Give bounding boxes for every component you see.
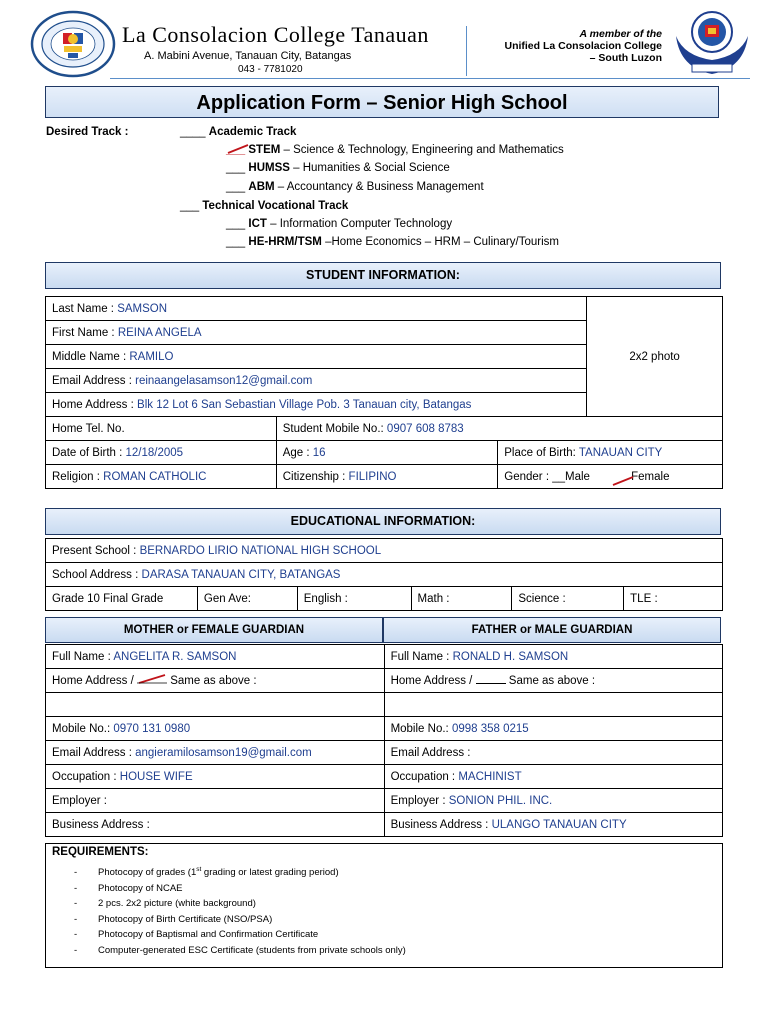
math-label: Math :: [417, 592, 450, 605]
grade10-label: Grade 10 Final Grade: [52, 592, 164, 605]
guardian-table: [45, 644, 723, 837]
father-full-name-field[interactable]: [384, 645, 722, 669]
requirements-title: REQUIREMENTS:: [52, 846, 149, 858]
stem-code: STEM: [248, 144, 281, 156]
religion-label: Religion :: [52, 470, 100, 483]
first-name-label: First Name :: [52, 326, 115, 339]
religion-field[interactable]: [46, 465, 277, 489]
school-phone: 043 - 7781020: [238, 64, 303, 75]
hehrm-code: HE-HRM/TSM: [248, 236, 322, 248]
ict-desc: – Information Computer Technology: [270, 218, 453, 230]
mother-home-address-field[interactable]: [46, 669, 385, 693]
requirement-item-1-text: Photocopy of grades (1: [98, 867, 197, 879]
father-home-address-label: Home Address /: [390, 674, 473, 687]
mother-business-address-field[interactable]: [46, 813, 385, 837]
member-line-1: A member of the: [579, 28, 662, 40]
gender-field[interactable]: [498, 465, 723, 489]
photo-label: 2x2 photo: [629, 350, 680, 363]
email-field[interactable]: [46, 369, 587, 393]
tvl-track-option[interactable]: ___ Technical Vocational Track: [180, 200, 349, 212]
requirement-item-1-sup: st: [196, 866, 202, 873]
member-line-3: – South Luzon: [589, 52, 662, 64]
first-name-field[interactable]: [46, 321, 587, 345]
father-full-name-value: RONALD H. SAMSON: [452, 650, 569, 663]
mother-mobile-field[interactable]: [46, 717, 385, 741]
mother-mobile-value: 0970 131 0980: [113, 722, 191, 735]
father-occupation-value: MACHINIST: [458, 770, 522, 783]
stem-check-mark: ___: [226, 144, 249, 156]
student-info-table: [45, 296, 723, 489]
father-occupation-field[interactable]: [384, 765, 722, 789]
gender-male-option[interactable]: __Male: [552, 470, 590, 483]
last-name-label: Last Name :: [52, 302, 114, 315]
mother-full-name-field[interactable]: [46, 645, 385, 669]
academic-track-option[interactable]: ____ Academic Track: [180, 126, 297, 138]
citizenship-value: FILIPINO: [348, 470, 397, 483]
present-school-value: BERNARDO LIRIO NATIONAL HIGH SCHOOL: [139, 544, 382, 557]
age-value: 16: [312, 446, 326, 459]
mobile-label: Student Mobile No.:: [282, 422, 384, 435]
father-employer-label: Employer :: [390, 794, 446, 807]
last-name-value: SAMSON: [117, 302, 168, 315]
mother-employer-field[interactable]: [46, 789, 385, 813]
dob-field[interactable]: [46, 441, 277, 465]
student-info-header: STUDENT INFORMATION:: [45, 262, 721, 289]
mother-same-as-above-label: Same as above :: [170, 674, 257, 687]
mobile-field[interactable]: [276, 417, 722, 441]
abm-desc: – Accountancy & Business Management: [277, 181, 484, 193]
first-name-value: REINA ANGELA: [117, 326, 202, 339]
mother-home-address-label: Home Address /: [52, 674, 134, 687]
father-mobile-label: Mobile No.:: [390, 722, 449, 735]
last-name-field[interactable]: [46, 297, 587, 321]
father-same-as-above-label: Same as above :: [508, 674, 596, 687]
requirement-item: - Photocopy of Birth Certificate (NSO/PSA): [74, 912, 406, 928]
pob-field[interactable]: [498, 441, 723, 465]
check-stroke-icon: [226, 142, 250, 154]
present-school-label: Present School :: [52, 544, 137, 557]
father-business-address-field[interactable]: [384, 813, 722, 837]
mother-address-line[interactable]: [46, 693, 385, 717]
mother-occupation-field[interactable]: [46, 765, 385, 789]
mother-occupation-value: HOUSE WIFE: [119, 770, 193, 783]
ict-code: ICT: [248, 218, 267, 230]
middle-name-label: Middle Name :: [52, 350, 127, 363]
gender-female-option: Female: [631, 470, 670, 483]
education-info-table: [45, 538, 723, 611]
requirement-item: - Photocopy of NCAE: [74, 881, 406, 897]
science-label: Science :: [518, 592, 566, 605]
desired-track-label: Desired Track :: [46, 126, 129, 138]
home-address-field[interactable]: [46, 393, 587, 417]
school-address-label: School Address :: [52, 568, 139, 581]
unified-crest-icon: [670, 8, 754, 78]
middle-name-value: RAMILO: [129, 350, 174, 363]
humss-option[interactable]: ___ HUMSS – Humanities & Social Science: [226, 162, 450, 174]
member-line-2: Unified La Consolacion College: [504, 40, 662, 52]
pob-value: TANAUAN CITY: [578, 446, 663, 459]
requirement-item-1-tail: grading or latest grading period): [201, 867, 339, 879]
home-address-label: Home Address :: [52, 398, 134, 411]
form-title: Application Form – Senior High School: [45, 86, 719, 118]
school-address-field[interactable]: [46, 563, 723, 587]
dob-value: 12/18/2005: [125, 446, 184, 459]
hehrm-desc: –Home Economics – HRM – Culinary/Tourism: [325, 236, 559, 248]
requirement-item: [74, 862, 406, 881]
ict-option[interactable]: ___ ICT – Information Computer Technology: [226, 218, 453, 230]
header-underline: [110, 78, 750, 79]
requirement-item: - Computer-generated ESC Certificate (students from private schools only): [74, 943, 406, 959]
humss-code: HUMSS: [248, 162, 290, 174]
school-seal-logo: [30, 10, 116, 78]
father-employer-field[interactable]: [384, 789, 722, 813]
middle-name-field[interactable]: [46, 345, 587, 369]
mother-business-address-label: Business Address :: [52, 818, 150, 831]
hehrm-option[interactable]: ___ HE-HRM/TSM –Home Economics – HRM – Culinary/Tourism: [226, 236, 559, 248]
mother-email-value: angieramilosamson19@gmail.com: [135, 746, 312, 759]
english-label: English :: [303, 592, 348, 605]
tle-field[interactable]: [624, 587, 723, 611]
home-tel-label: Home Tel. No.: [52, 422, 125, 435]
unified-logo: [670, 8, 754, 78]
mother-guardian-header: MOTHER or FEMALE GUARDIAN: [45, 617, 383, 643]
school-seal-icon: [30, 10, 116, 78]
father-mobile-value: 0998 358 0215: [451, 722, 529, 735]
abm-option[interactable]: ___ ABM – Accountancy & Business Management: [226, 181, 484, 193]
check-stroke-icon: [137, 672, 167, 684]
father-home-address-field[interactable]: [384, 669, 722, 693]
father-email-label: Email Address :: [390, 746, 471, 759]
present-school-field[interactable]: [46, 539, 723, 563]
english-field[interactable]: [297, 587, 411, 611]
photo-box[interactable]: [587, 297, 723, 417]
age-label: Age :: [282, 446, 310, 459]
mother-full-name-value: ANGELITA R. SAMSON: [113, 650, 237, 663]
requirements-list: [74, 862, 406, 958]
check-stroke-icon: [611, 474, 635, 486]
father-full-name-label: Full Name :: [390, 650, 450, 663]
gen-ave-field[interactable]: [197, 587, 297, 611]
abm-code: ABM: [248, 181, 275, 193]
grade10-label-cell: [46, 587, 198, 611]
father-guardian-header: FATHER or MALE GUARDIAN: [383, 617, 721, 643]
mobile-value: 0907 608 8783: [386, 422, 464, 435]
header-divider: [466, 26, 467, 76]
father-business-address-label: Business Address :: [390, 818, 489, 831]
father-email-field[interactable]: [384, 741, 722, 765]
citizenship-field[interactable]: [276, 465, 498, 489]
father-same-as-above-blank[interactable]: [476, 683, 506, 684]
religion-value: ROMAN CATHOLIC: [103, 470, 207, 483]
math-field[interactable]: [411, 587, 512, 611]
father-mobile-field[interactable]: [384, 717, 722, 741]
stem-desc: – Science & Technology, Engineering and Mathematics: [283, 144, 564, 156]
mother-mobile-label: Mobile No.:: [52, 722, 111, 735]
mother-email-field[interactable]: [46, 741, 385, 765]
stem-option[interactable]: [226, 144, 564, 156]
home-address-value: Blk 12 Lot 6 San Sebastian Village Pob. 3 Tanauan city, Batangas: [137, 398, 472, 411]
father-address-line[interactable]: [384, 693, 722, 717]
mother-occupation-label: Occupation :: [52, 770, 117, 783]
member-text: [472, 28, 662, 64]
science-field[interactable]: [512, 587, 624, 611]
academic-track-label: Academic Track: [208, 126, 297, 138]
mother-full-name-label: Full Name :: [52, 650, 111, 663]
requirement-item: - 2 pcs. 2x2 picture (white background): [74, 896, 406, 912]
age-field[interactable]: [276, 441, 498, 465]
father-employer-value: SONION PHIL. INC.: [448, 794, 553, 807]
citizenship-label: Citizenship :: [282, 470, 346, 483]
school-name: La Consolacion College Tanauan: [122, 22, 429, 47]
mother-employer-label: Employer :: [52, 794, 107, 807]
humss-desc: – Humanities & Social Science: [293, 162, 450, 174]
gen-ave-label: Gen Ave:: [203, 592, 251, 605]
mother-email-label: Email Address :: [52, 746, 132, 759]
tle-label: TLE :: [630, 592, 658, 605]
education-info-header: EDUCATIONAL INFORMATION:: [45, 508, 721, 535]
email-value: reinaangelasamson12@gmail.com: [135, 374, 313, 387]
father-occupation-label: Occupation :: [390, 770, 456, 783]
email-label: Email Address :: [52, 374, 132, 387]
pob-label: Place of Birth:: [504, 446, 576, 459]
father-business-address-value: ULANGO TANAUAN CITY: [491, 818, 627, 831]
requirement-item: - Photocopy of Baptismal and Confirmation Certificate: [74, 927, 406, 943]
school-address: A. Mabini Avenue, Tanauan City, Batangas: [144, 50, 352, 62]
home-tel-field[interactable]: [46, 417, 277, 441]
school-address-value: DARASA TANAUAN CITY, BATANGAS: [141, 568, 341, 581]
tvl-track-label: Technical Vocational Track: [202, 200, 349, 212]
dob-label: Date of Birth :: [52, 446, 123, 459]
gender-label: Gender :: [504, 470, 550, 483]
